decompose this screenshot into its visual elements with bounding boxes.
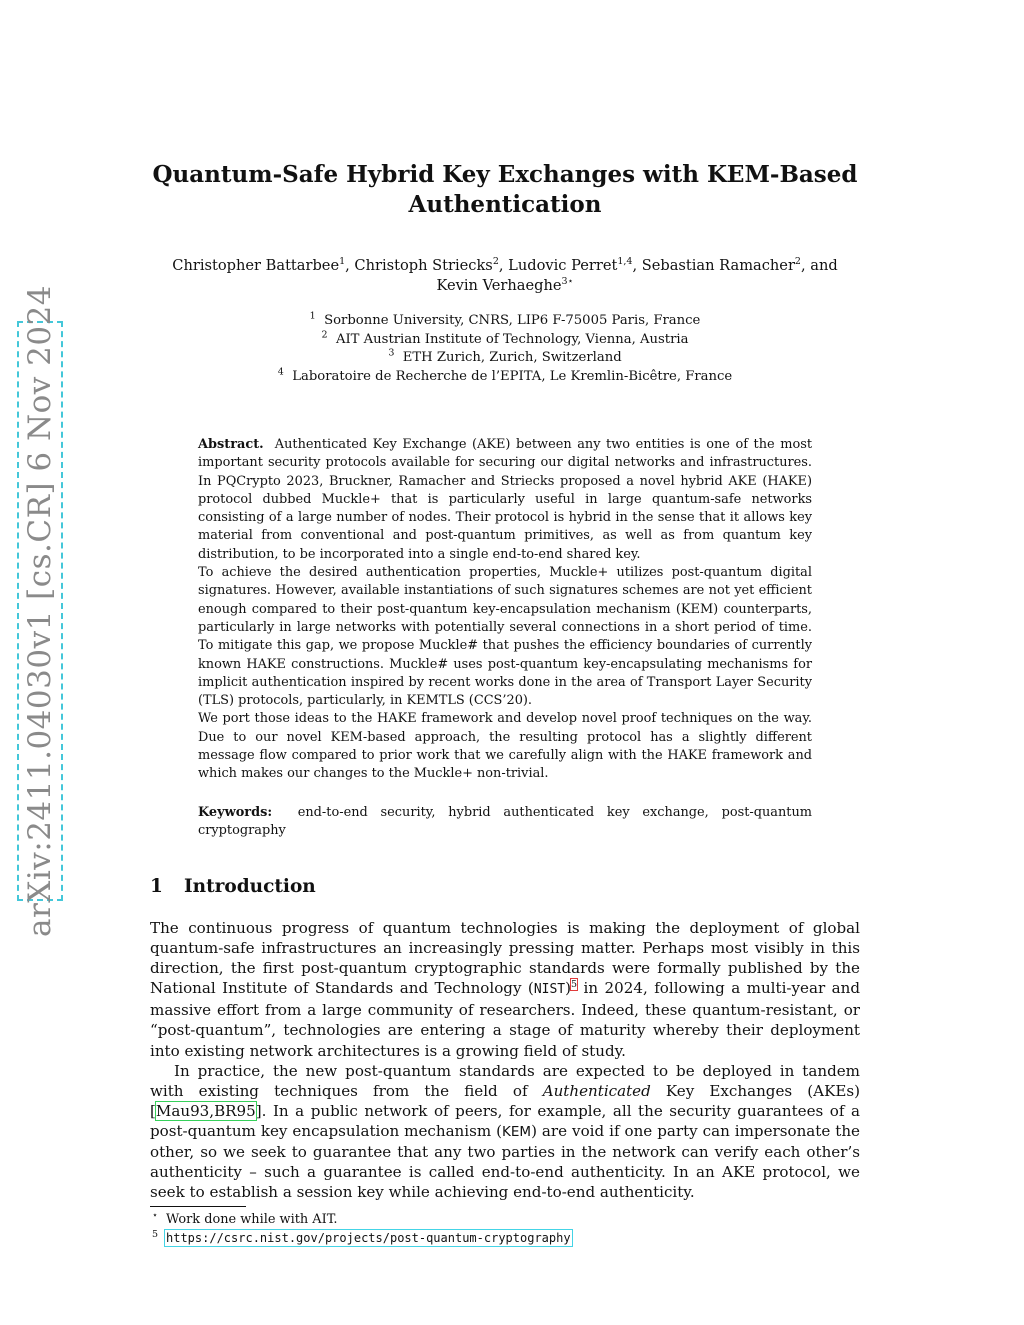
abstract-paragraph — [198, 436, 812, 564]
body-text-run: in 2024, following a multi-year and massive effort from a large community of researchers. Indeed, these quantum-resistant, or “post-quantum”, technologies are entering a stage of maturity whereby their deployment into existing network architectures is a growing field of study. — [150, 979, 860, 1060]
abstract-label: Abstract. — [198, 437, 264, 452]
keywords-text: end-to-end security, hybrid authenticated key exchange, post-quantum cryptography — [198, 805, 812, 839]
citation-link[interactable] — [156, 1102, 256, 1120]
author-name: Ludovic Perret — [508, 257, 618, 274]
author-name: Christopher Battarbee — [172, 257, 340, 274]
author-affiliation-mark: 1 — [339, 256, 346, 268]
keywords — [198, 804, 812, 841]
footnote-item: ⋆ Work done while with AIT. — [152, 1209, 338, 1227]
title-line-1: Quantum-Safe Hybrid Key Exchanges with KEM-Based — [152, 161, 858, 188]
author-and: , and — [800, 257, 838, 274]
body-text-run: ]. In a public network of peers, for example, all the security guarantees of a post-quantum key encapsulation mechanism ( — [150, 1101, 860, 1140]
author-affiliation-mark: 3⋆ — [561, 276, 574, 288]
affiliation-number: 3 — [388, 347, 395, 359]
body-text — [150, 918, 860, 1202]
section-title: Introduction — [184, 876, 316, 897]
affiliation-text: AIT Austrian Institute of Technology, Vienna, Austria — [335, 331, 689, 347]
abstract-paragraph: To achieve the desired authentication properties, Muckle+ utilizes post-quantum digital signatures. However, available instantiations of such signatures schemes are not yet efficient enough compared to their post-quantum key-encapsulation mechanism (KEM) counterparts, particularly in large networks with potentially several connections in a short period of time. To mitigate this gap, we propose Muckle# that pushes the efficiency boundaries of currently known HAKE constructions. Muckle# uses post-quantum key-encapsulating mechanisms for implicit authentication inspired by recent works done in the area of Transport Layer Security (TLS) protocols, particularly, in KEMTLS (CCS’20). — [198, 565, 812, 709]
author-name: Sebastian Ramacher — [641, 257, 795, 274]
abstract-paragraph: We port those ideas to the HAKE framework and develop novel proof techniques on the way. Due to our novel KEM-based approach, the resulting protocol has a slightly different message flow compared to prior work that we carefully align with the HAKE framework and which makes our changes to the Muckle+ non-trivial. — [198, 711, 812, 782]
body-text-run: Key Exchanges (AKEs) [ — [150, 1081, 860, 1120]
affiliation-item — [150, 349, 860, 368]
author-name: Kevin Verhaeghe — [436, 277, 562, 294]
body-paragraph — [150, 1061, 860, 1203]
arxiv-id-text: arXiv:2411.04030v1 [cs.CR] 6 Nov 2024 — [22, 284, 58, 938]
body-text-run: The continuous progress of quantum technologies is making the deployment of global quantum-safe infrastructures an increasingly pressing matter. Perhaps most visibly in this direction, the first post-quantum cryptographic standards were formally published by the National Institute of Standards and Technology ( — [150, 919, 860, 998]
citation-text: BR95 — [214, 1101, 256, 1120]
title-line-2: Authentication — [408, 191, 602, 218]
affiliation-item — [150, 312, 860, 331]
body-text-run: ) — [565, 979, 572, 998]
affiliation-text: ETH Zurich, Zurich, Switzerland — [402, 350, 622, 365]
footnote-link[interactable]: 5 — [571, 979, 578, 991]
arxiv-id-stamp[interactable] — [17, 284, 63, 938]
abstract — [198, 436, 812, 784]
affiliation-number: 1 — [309, 310, 316, 322]
affiliation-text: Laboratoire de Recherche de l’EPITA, Le Kremlin-Bicêtre, France — [292, 368, 733, 384]
affiliation-item — [150, 368, 860, 387]
paper-title — [150, 160, 860, 220]
body-text-run: ) are void if one party can impersonate the other, so we seek to guarantee that any two parties in the network can verify each other’s authenticity – such a guarantee is called end-to-end authenticity. In an AKE protocol, we seek to establish a session key while achieving end-to-end authenticity. — [150, 1121, 860, 1202]
emphasis-text: Authenticated — [542, 1081, 651, 1100]
author-name: Christoph Striecks — [354, 257, 493, 274]
nist-acronym: NIST — [533, 982, 566, 998]
author-affiliation-mark: 2 — [492, 256, 499, 268]
affiliation-number: 4 — [277, 366, 284, 378]
footnote-item: 5 https://csrc.nist.gov/projects/post-quantum-cryptography — [152, 1228, 571, 1245]
footnote-divider — [150, 1206, 246, 1207]
affiliation-item — [150, 331, 860, 350]
body-text-run: In practice, the new post-quantum standards are expected to be deployed in tandem with existing techniques from the field of — [150, 1061, 860, 1100]
section-number: 1 — [150, 876, 163, 897]
author-affiliation-mark: 1,4 — [617, 256, 633, 268]
affiliation-number: 2 — [321, 329, 328, 341]
abstract-text: Authenticated Key Exchange (AKE) between any two entities is one of the most important security protocols available for securing our digital networks and infrastructures. In PQCrypto 2023, Bruckner, Ramacher and Striecks proposed a novel hybrid AKE (HAKE) protocol dubbed Muckle+ that is particularly useful in large quantum-safe networks consisting of a large number of nodes. Their protocol is hybrid in the sense that it allows key material from conventional and post-quantum primitives, as well as from quantum key distribution, to be incorporated into a single end-to-end shared key. — [198, 437, 812, 562]
author-list: Christopher Battarbee$^1$, Christoph Striecks$^2$, Ludovic Perret$^{1,4}$, Sebastian Ramacher$^2$, and Kevin Verhaeghe$^{3⋆}$ — [172, 256, 838, 294]
keywords-label: Keywords: — [198, 805, 273, 820]
footnotes — [152, 1210, 571, 1248]
kem-acronym: KEM — [502, 1123, 532, 1140]
body-paragraph — [150, 918, 860, 1061]
footnote-url-link[interactable]: https://csrc.nist.gov/projects/post-quantum-cryptography — [166, 1231, 571, 1245]
footnote-text: Work done while with AIT. — [166, 1212, 338, 1227]
affiliation-text: Sorbonne University, CNRS, LIP6 F-75005 Paris, France — [324, 313, 701, 328]
citation-separator: , — [209, 1101, 215, 1120]
author-affiliation-mark: 2 — [794, 256, 801, 268]
section-heading — [150, 874, 316, 900]
citation-text: Mau93 — [155, 1101, 210, 1120]
affiliation-list — [150, 312, 860, 386]
